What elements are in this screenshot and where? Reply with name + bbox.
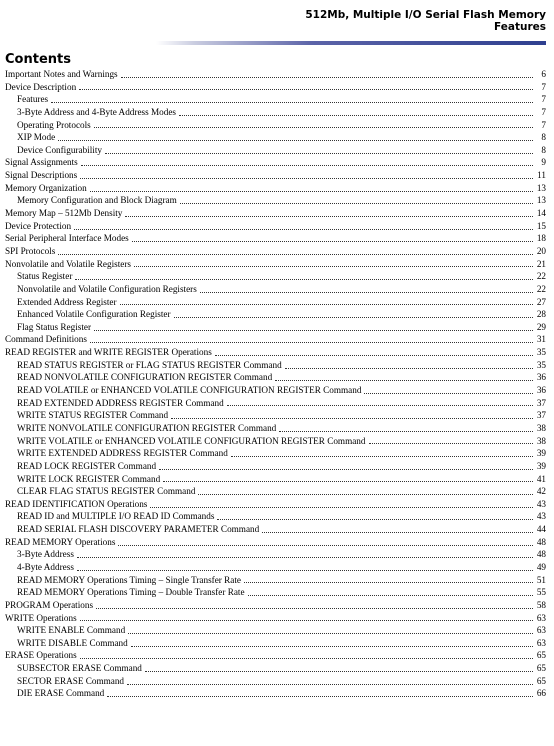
toc-entry-label: Device Protection — [5, 220, 72, 231]
toc-dot-leader — [145, 661, 533, 672]
toc-entry-label: CLEAR FLAG STATUS REGISTER Command — [17, 486, 196, 497]
toc-entry-label: XIP Mode — [17, 132, 56, 143]
toc-entry-page: 8 — [541, 132, 546, 143]
toc-dot-leader — [58, 130, 533, 141]
toc-entry-label: DIE ERASE Command — [17, 688, 105, 699]
toc-entry-page: 39 — [536, 448, 546, 459]
toc-entry-label: Important Notes and Warnings — [5, 69, 118, 79]
toc-entry-label: WRITE STATUS REGISTER Command — [17, 410, 169, 421]
toc-dot-leader — [227, 395, 533, 406]
contents-title: Contents — [5, 52, 71, 67]
toc-dot-leader — [128, 623, 533, 634]
toc-entry-label: 3-Byte Address — [17, 549, 74, 560]
toc-entry-page: 43 — [536, 498, 546, 509]
page-header — [305, 9, 546, 33]
toc-entry-label: READ SERIAL FLASH DISCOVERY PARAMETER Command — [17, 524, 260, 535]
toc-dot-leader — [90, 332, 533, 343]
toc-entry-page: 28 — [536, 309, 546, 320]
toc-entry-label: WRITE EXTENDED ADDRESS REGISTER Command — [17, 448, 228, 459]
toc-entry-page: 39 — [536, 460, 546, 471]
toc-entry-page: 36 — [536, 372, 546, 383]
toc-entry-page: 8 — [541, 144, 546, 155]
toc-entry-label: Memory Map – 512Mb Density — [5, 208, 123, 219]
toc-entry-label: READ EXTENDED ADDRESS REGISTER Command — [17, 397, 224, 408]
toc-dot-leader — [200, 282, 533, 293]
toc-entry-page: 7 — [541, 81, 546, 92]
toc-dot-leader — [125, 206, 533, 217]
toc-entry-label: SECTOR ERASE Command — [17, 675, 125, 686]
toc-dot-leader — [364, 383, 533, 394]
toc-entry-page: 49 — [536, 561, 546, 572]
toc-entry-label: SUBSECTOR ERASE Command — [17, 663, 142, 674]
toc-entry-label: Signal Assignments — [5, 157, 78, 168]
toc-entry-page: 38 — [536, 435, 546, 446]
toc-dot-leader — [248, 585, 533, 596]
toc-entry-label: Nonvolatile and Volatile Registers — [5, 258, 131, 269]
toc-dot-leader — [94, 117, 533, 128]
toc-dot-leader — [105, 143, 533, 154]
toc-entry-label: WRITE VOLATILE or ENHANCED VOLATILE CONFIGURATION REGISTER Command — [17, 435, 366, 446]
toc-entry-page: 66 — [536, 688, 546, 699]
toc-dot-leader — [120, 294, 533, 305]
toc-entry-label: Signal Descriptions — [5, 170, 78, 181]
toc-entry-page: 7 — [541, 119, 546, 130]
toc-entry-label: READ IDENTIFICATION Operations — [5, 498, 148, 509]
toc-entry-label: WRITE LOCK REGISTER Command — [17, 473, 161, 484]
toc-entry-page: 42 — [536, 486, 546, 497]
toc-dot-leader — [74, 219, 533, 230]
toc-entry-label: READ ID and MULTIPLE I/O READ ID Commands — [17, 511, 215, 522]
toc-dot-leader — [275, 370, 533, 381]
toc-entry-label: WRITE DISABLE Command — [17, 637, 128, 648]
toc-entry-label: Device Configurability — [17, 144, 102, 155]
header-subtitle: Features — [494, 21, 546, 33]
toc-entry-label: Enhanced Volatile Configuration Register — [17, 309, 171, 320]
toc-entry-page: 41 — [536, 473, 546, 484]
toc-dot-leader — [150, 497, 533, 508]
toc-entry-label: READ LOCK REGISTER Command — [17, 460, 157, 471]
toc-entry-page: 18 — [536, 233, 546, 244]
toc-dot-leader — [198, 484, 533, 495]
toc-entry-page: 9 — [541, 157, 546, 168]
toc-entry-page: 22 — [536, 271, 546, 282]
toc-entry-label: WRITE Operations — [5, 612, 77, 623]
toc-entry-label: READ REGISTER and WRITE REGISTER Operations — [5, 347, 212, 358]
toc-dot-leader — [80, 168, 533, 179]
toc-dot-leader — [121, 67, 533, 78]
toc-dot-leader — [90, 181, 533, 192]
toc-entry-page: 44 — [536, 524, 546, 535]
toc-dot-leader — [58, 244, 533, 255]
toc-dot-leader — [80, 610, 533, 621]
toc-entry-page: 37 — [536, 397, 546, 408]
toc-dot-leader — [369, 433, 534, 444]
toc-dot-leader — [132, 231, 533, 242]
toc-entry-label: READ NONVOLATILE CONFIGURATION REGISTER Command — [17, 372, 273, 383]
toc-entry-label: WRITE ENABLE Command — [17, 625, 126, 636]
toc-entry-page: 14 — [536, 208, 546, 219]
toc-entry-page: 37 — [536, 410, 546, 421]
toc-entry-page: 15 — [536, 220, 546, 231]
toc-dot-leader — [80, 648, 533, 659]
toc-entry-label: WRITE NONVOLATILE CONFIGURATION REGISTER Command — [17, 422, 277, 433]
toc-dot-leader — [79, 79, 533, 90]
toc-dot-leader — [180, 193, 533, 204]
toc-entry-page: 63 — [536, 625, 546, 636]
toc-entry-label: 3-Byte Address and 4-Byte Address Modes — [17, 106, 176, 117]
toc-entry-label: 4-Byte Address — [17, 561, 74, 572]
toc-entry-page: 65 — [536, 650, 546, 661]
toc-entry-page: 38 — [536, 422, 546, 433]
toc-dot-leader — [94, 320, 533, 331]
toc-entry-label: READ MEMORY Operations Timing – Double Transfer Rate — [17, 587, 245, 598]
toc-entry-page: 51 — [536, 574, 546, 585]
toc-entry-page: 35 — [536, 359, 546, 370]
toc-entry-label: Memory Configuration and Block Diagram — [17, 195, 177, 206]
toc-dot-leader — [118, 535, 533, 546]
toc-entry-page: 48 — [536, 536, 546, 547]
toc-dot-leader — [174, 307, 533, 318]
header-rule — [156, 41, 546, 45]
toc-dot-leader — [96, 598, 533, 609]
toc-entry-page: 65 — [536, 675, 546, 686]
toc-entry-label: Serial Peripheral Interface Modes — [5, 233, 129, 244]
header-title: 512Mb, Multiple I/O Serial Flash Memory — [305, 9, 546, 21]
toc-dot-leader — [231, 446, 533, 457]
toc-entry-page: 63 — [536, 637, 546, 648]
toc-entry-page: 36 — [536, 385, 546, 396]
toc-dot-leader — [127, 674, 533, 685]
toc-dot-leader — [163, 471, 533, 482]
toc-entry-page: 13 — [536, 182, 546, 193]
toc-entry-page: 55 — [536, 587, 546, 598]
toc-entry-page: 6 — [541, 69, 546, 79]
toc-entry-label: Memory Organization — [5, 182, 87, 193]
toc-entry-page: 22 — [536, 283, 546, 294]
toc-entry-label: READ VOLATILE or ENHANCED VOLATILE CONFIGURATION REGISTER Command — [17, 385, 362, 396]
toc-entry-label: READ MEMORY Operations — [5, 536, 116, 547]
toc-entry-page: 27 — [536, 296, 546, 307]
toc-entry-label: Flag Status Register — [17, 321, 92, 332]
toc-dot-leader — [217, 509, 533, 520]
toc-entry-label: READ STATUS REGISTER or FLAG STATUS REGISTER Command — [17, 359, 282, 370]
toc-entry-label: READ MEMORY Operations Timing – Single Transfer Rate — [17, 574, 241, 585]
toc-entry-page: 13 — [536, 195, 546, 206]
toc-entry-page: 58 — [536, 599, 546, 610]
toc-entry-page: 21 — [536, 258, 546, 269]
toc-entry-label: Nonvolatile and Volatile Configuration Registers — [17, 283, 197, 294]
toc-entry-page: 31 — [536, 334, 546, 345]
toc-dot-leader — [285, 358, 533, 369]
toc-dot-leader — [244, 572, 533, 583]
toc-dot-leader — [77, 560, 533, 571]
toc-dot-leader — [159, 459, 533, 470]
toc-entry-label: SPI Protocols — [5, 245, 56, 256]
toc-entry-label: PROGRAM Operations — [5, 599, 94, 610]
toc-dot-leader — [131, 636, 533, 647]
toc-entry-page: 20 — [536, 245, 546, 256]
toc-entry-label: Extended Address Register — [17, 296, 117, 307]
toc-entry-page: 11 — [537, 170, 546, 181]
table-of-contents — [5, 68, 546, 700]
toc-entry-page: 7 — [541, 94, 546, 105]
toc-dot-leader — [171, 408, 533, 419]
toc-entry-label: ERASE Operations — [5, 650, 77, 661]
toc-entry-label: Command Definitions — [5, 334, 87, 345]
toc-entry-page: 65 — [536, 663, 546, 674]
toc-entry-page: 63 — [536, 612, 546, 623]
toc-dot-leader — [134, 256, 533, 267]
toc-dot-leader — [262, 522, 533, 533]
toc-dot-leader — [51, 92, 533, 103]
toc-dot-leader — [77, 547, 533, 558]
toc-dot-leader — [81, 155, 533, 166]
toc-entry-page: 43 — [536, 511, 546, 522]
toc-dot-leader — [75, 269, 533, 280]
toc-entry-label: Status Register — [17, 271, 73, 282]
toc-dot-leader — [107, 686, 533, 697]
toc-dot-leader — [179, 105, 533, 116]
toc-dot-leader — [215, 345, 533, 356]
toc-entry-label: Operating Protocols — [17, 119, 91, 130]
toc-dot-leader — [279, 421, 533, 432]
toc-entry-page: 29 — [536, 321, 546, 332]
toc-entry-label: Features — [17, 94, 49, 105]
toc-entry-page: 7 — [541, 106, 546, 117]
toc-entry-page: 48 — [536, 549, 546, 560]
toc-entry-label: Device Description — [5, 81, 77, 92]
toc-entry[interactable] — [5, 687, 546, 700]
toc-entry-page: 35 — [536, 347, 546, 358]
